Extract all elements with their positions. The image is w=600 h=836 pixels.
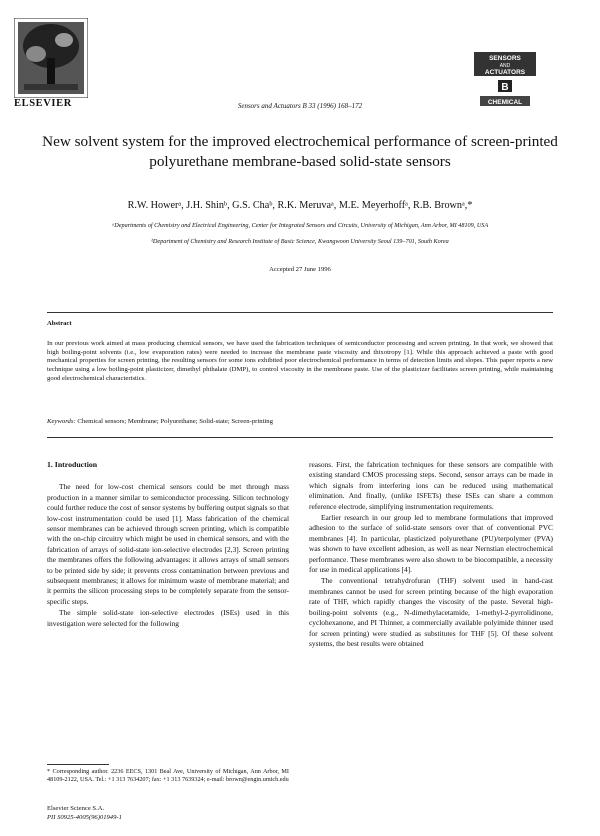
- footnote-divider: [47, 764, 109, 765]
- paragraph: The simple solid-state ion-selective electrodes (ISEs) used in this investigation were selected for the following: [47, 608, 289, 628]
- keywords-line: [47, 418, 553, 425]
- accepted-date: Accepted 27 June 1996: [269, 266, 331, 273]
- publisher-line: Elsevier Science S.A.: [47, 805, 105, 812]
- publisher-info: [47, 804, 122, 822]
- abstract-text: In our previous work aimed at mass producing chemical sensors, we have used the fabrication techniques of semiconductor processing and screen printing. In that work, we showed that high boiling-point solvents (i.e., low evaporation rates) were needed to increase the membrane paste viscosity and thixotropy [1]. While this approach achieved a paste with good mechanical properties for screen printing, the resulting sensors for some ions exhibited poor electrochemical performance in terms of detection limits and slopes. This paper reports a new technique using a low boiling-point plasticizer, dimethyl phthalate (DMP), to control viscosity in the membrane paste. Use of the plasticizer facilitates screen printing, while maintaining good electrochemical characteristics.: [47, 340, 553, 382]
- paragraph: reasons. First, the fabrication techniques for these sensors are compatible with existing standard CMOS processing steps. Second, sensor arrays can be made in which signals from interfering ions can be reduced using mathematical elimination. And finally, (unlike ISFETs) these ISEs can share a common reference electrode, simplifying instrumentation requirements.: [309, 460, 553, 511]
- corresponding-author-footnote: * Corresponding author. 2236 EECS, 1301 Beal Ave, University of Michigan, Ann Arbor, MI 48109-2122, USA. Tel.: +1 313 7634207; fax: +1 313 7639324; e-mail: brown@engin.umich.edu: [47, 768, 289, 783]
- journal-reference: Sensors and Actuators B 33 (1996) 168–172: [237, 102, 363, 110]
- paragraph: The conventional tetrahydrofuran (THF) solvent used in hand-cast membranes cannot be used for screen printing because of the high evaporation rate of THF, which rapidly changes the viscosity of the paste. Several high-boiling-point solvents (e.g., N-dimethylacetamide, 1-methyl-2-pyrrolidinone, cyclohexanone, and PI Thinner, a commercially available polyimide thinner used for screen printing) were studied as substitutes for THF [5]. Of these solvent systems, the best results were obtained: [309, 576, 553, 648]
- abstract-bottom-divider: [47, 437, 553, 438]
- elsevier-tree-logo-icon: [14, 18, 88, 98]
- paragraph: The need for low-cost chemical sensors could be met through mass production in a manner similar to semiconductor processing. Silicon technology could further reduce the cost of sensor systems by buffering output signals so that low-cost instrumentation could be used [1]. Mass fabrication of the chemical sensor membranes can be achieved through screen printing, which is compatible with the on-chip circuitry which might be used in chemical sensors, and with the fabrication of arrays of solid-state ion-selective electrodes [2,3]. Screen printing the membranes offers the following advantages: it allows arrays of small sensors to be printed side by side; it prevents cross contamination between previous and subsequent membranes; it allows for minimum waste of membrane material; and it permits the silicon processing steps to be completely separate from the sensor-specific steps.: [47, 482, 289, 606]
- keywords-label: Keywords:: [47, 418, 76, 425]
- svg-text:B: B: [501, 82, 509, 93]
- affiliation-b: ᵇDepartment of Chemistry and Research Institute of Basic Science, Kwangwoon University Seoul 139–701, South Korea: [151, 238, 449, 245]
- publisher-name: ELSEVIER: [14, 98, 72, 109]
- keywords-text: Chemical sensors; Membrane; Polyurethane; Solid-state; Screen-printing: [77, 418, 273, 425]
- abstract-top-divider: [47, 312, 553, 313]
- svg-text:SENSORS: SENSORS: [489, 55, 521, 62]
- left-column: [47, 460, 289, 630]
- pii-line: PII S0925-4005(96)01949-1: [47, 814, 122, 821]
- svg-text:CHEMICAL: CHEMICAL: [487, 99, 523, 106]
- page-header: [0, 0, 600, 115]
- journal-logo-icon: [470, 50, 540, 112]
- section-heading-introduction: 1. Introduction: [47, 460, 98, 469]
- svg-text:ACTUATORS: ACTUATORS: [484, 69, 526, 76]
- author-list: R.W. Howerᵃ, J.H. Shinᵇ, G.S. Chaᵇ, R.K. Meruvaᵃ, M.E. Meyerhoffᵃ, R.B. Brownᵃ,*: [127, 200, 473, 211]
- svg-text:AND: AND: [499, 63, 511, 69]
- affiliation-a: ᵃDepartments of Chemistry and Electrical Engineering, Center for Integrated Sensors and Circuits, University of Michigan, Ann Arbor, MI 48109, USA: [111, 222, 489, 229]
- paragraph: Earlier research in our group led to membrane formulations that improved adhesion to the surface of solid-state sensors over that of conventional PVC membranes [4]. In particular, plasticized polyurethane (PU)/terpolymer (PVA) was shown to have excellent adhesion, as well as near Nernstian electrochemical performance. These membranes were also shown to be biocompatible, a necessity for use in medical applications [4].: [309, 513, 553, 575]
- right-column: [309, 460, 553, 650]
- abstract-heading: Abstract: [47, 320, 72, 327]
- paper-title: New solvent system for the improved electrochemical performance of screen-printed polyurethane membrane-based solid-state sensors: [42, 133, 558, 170]
